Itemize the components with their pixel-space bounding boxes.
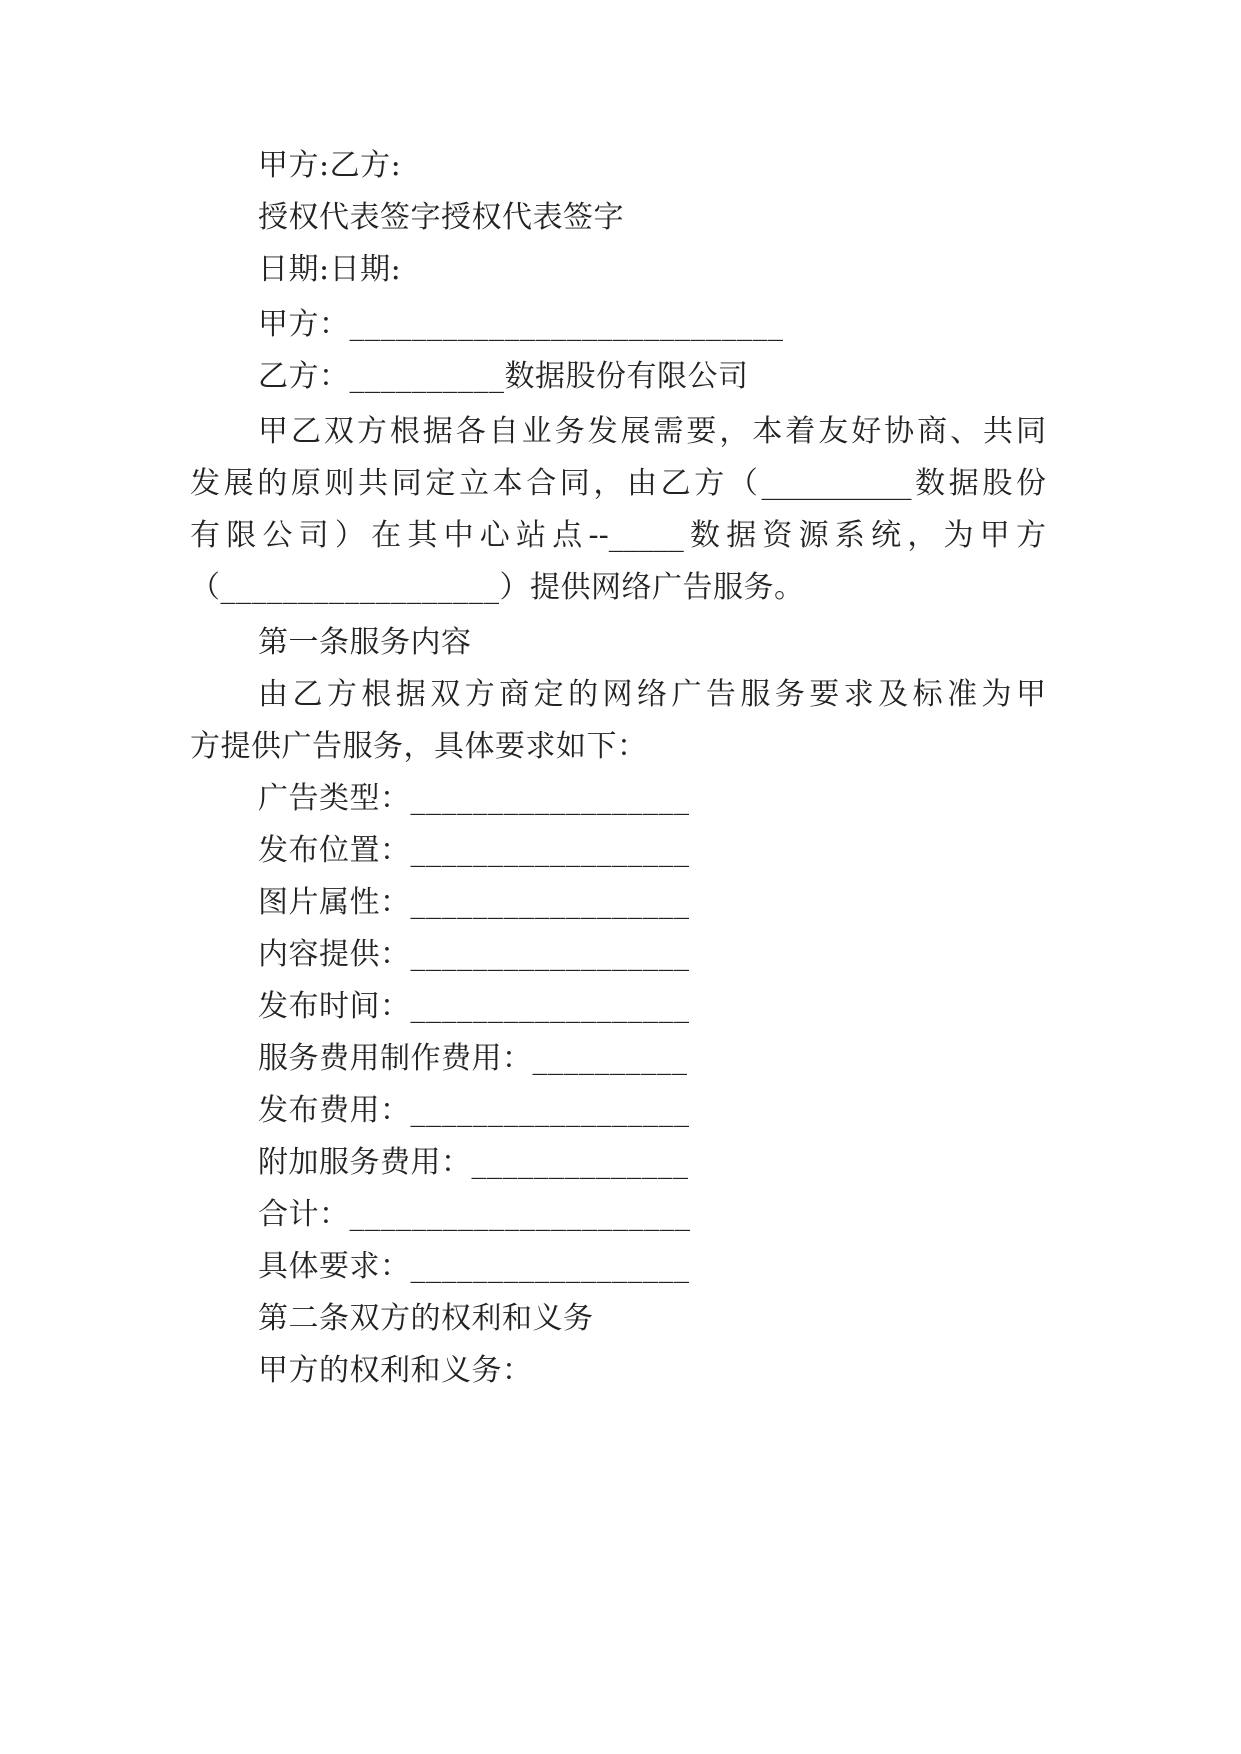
- signature-labels-line: 授权代表签字授权代表签字: [258, 200, 624, 235]
- party-a-rights-heading: 甲方的权利和义务：: [258, 1353, 533, 1388]
- article-1-heading: 第一条服务内容: [258, 625, 472, 660]
- party-a-line: 甲方：____________________________: [258, 307, 784, 342]
- total-field: 合计：______________________: [258, 1197, 691, 1232]
- article-1-paragraph-line-1: 由乙方根据双方商定的网络广告服务要求及标准为甲: [258, 677, 1046, 712]
- ad-type-field: 广告类型：__________________: [258, 781, 690, 816]
- publish-time-field: 发布时间：__________________: [258, 989, 690, 1024]
- article-1-paragraph-line-2: 方提供广告服务，具体要求如下：: [190, 729, 648, 764]
- article-2-heading: 第二条双方的权利和义务: [258, 1301, 594, 1336]
- intro-paragraph-line-3: 有限公司）在其中心站点--_____数据资源系统，为甲方: [190, 518, 1046, 553]
- intro-paragraph-line-2: 发展的原则共同定立本合同，由乙方（__________数据股份: [190, 466, 1046, 501]
- production-fee-field: 服务费用制作费用：__________: [258, 1041, 688, 1076]
- party-b-line: 乙方：__________数据股份有限公司: [258, 359, 749, 394]
- additional-service-fee-field: 附加服务费用：______________: [258, 1145, 689, 1180]
- publish-position-field: 发布位置：__________________: [258, 833, 690, 868]
- publishing-fee-field: 发布费用：__________________: [258, 1093, 690, 1128]
- content-provider-field: 内容提供：__________________: [258, 937, 690, 972]
- party-labels-line: 甲方:乙方:: [258, 148, 402, 183]
- intro-paragraph-line-1: 甲乙双方根据各自业务发展需要，本着友好协商、共同: [258, 414, 1046, 449]
- intro-paragraph-line-4: （__________________）提供网络广告服务。: [190, 570, 805, 605]
- image-attributes-field: 图片属性：__________________: [258, 885, 690, 920]
- date-labels-line: 日期:日期:: [258, 252, 402, 287]
- specific-requirements-field: 具体要求：__________________: [258, 1249, 690, 1284]
